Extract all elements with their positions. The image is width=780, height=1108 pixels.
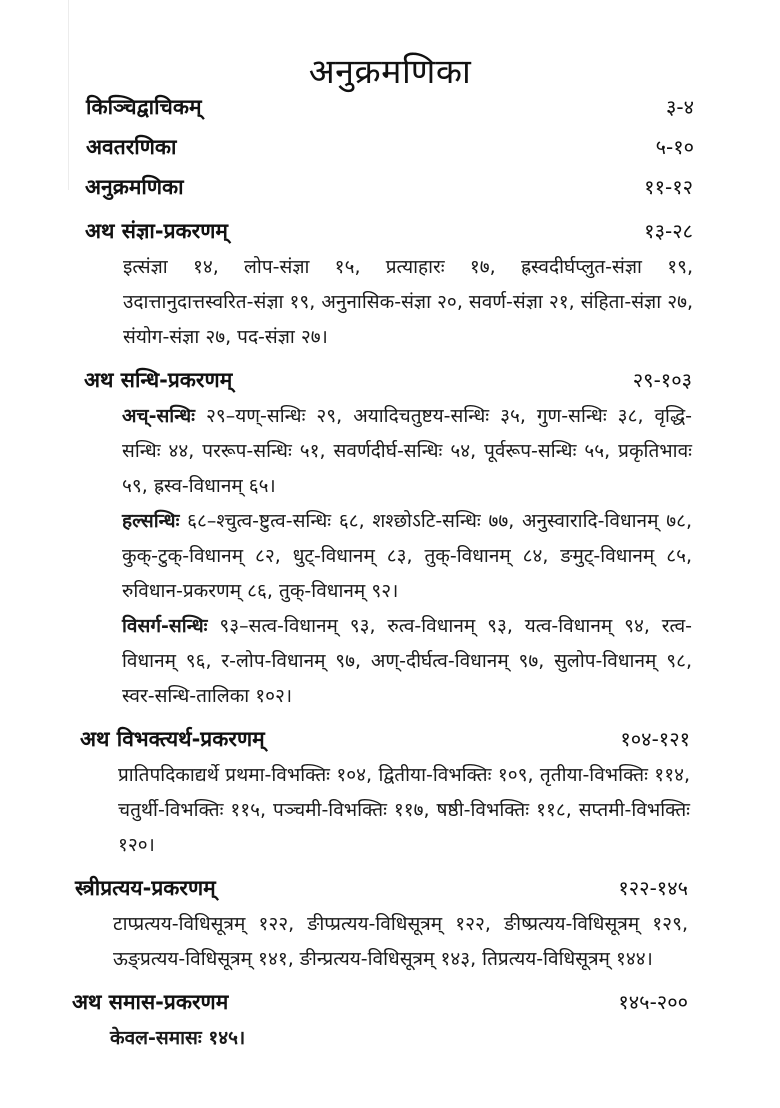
toc-entry-pages: ११-१२: [644, 175, 693, 199]
toc-entry-pages: ३-४: [665, 95, 694, 119]
toc-entry-index: [0, 168, 780, 206]
toc-entry-label: अनुक्रमणिका: [85, 175, 184, 199]
toc-entry-label: अवतरणिका: [86, 135, 177, 159]
toc-section-sanjna: [0, 212, 780, 355]
section-pages: २९-१०३: [632, 368, 692, 392]
sub-entry-text: इत्संज्ञा १४, लोप-संज्ञा १५, प्रत्याहारः १७, ह्रस्वदीर्घप्लुत-संज्ञा १९, उदात्तानुदात्तस्वरित-संज्ञा १९, अनुनासिक-संज्ञा २०, सवर्ण-संज्ञा २१, संहिता-संज्ञा २७, संयोग-संज्ञा २७, पद-संज्ञा २७।: [123, 256, 693, 348]
section-body: [75, 907, 688, 977]
section-heading: अथ विभक्त्यर्थ-प्रकरणम्: [80, 727, 265, 751]
section-pages: १०४-१२१: [620, 727, 690, 751]
sub-entry-text: ९३–सत्व-विधानम् ९३, रुत्व-विधानम् ९३, यत्व-विधानम् ९४, रत्व-विधानम् ९६, र-लोप-विधानम् ९७, अण्-दीर्घत्व-विधानम् ९७, सुलोप-विधानम् ९८, स्वर-सन्धि-तालिका १०२।: [122, 615, 692, 707]
section-heading: अथ सन्धि-प्रकरणम्: [84, 368, 233, 392]
section-heading: अथ संज्ञा-प्रकरणम्: [85, 219, 228, 243]
toc-section-vibhaktyartha: [0, 720, 780, 863]
sub-entry-list: [113, 907, 688, 977]
section-pages: १३-२८: [644, 219, 693, 243]
sub-entry-list: [118, 758, 690, 863]
section-body: [80, 758, 690, 863]
sub-entry-lead: अच्-सन्धिः: [122, 405, 196, 427]
section-body: [85, 250, 693, 355]
sub-entry-visarga-sandhi: [122, 609, 692, 714]
sub-entry-list: [110, 1021, 688, 1056]
sub-entry-hal-sandhi: [122, 504, 692, 609]
sub-entry-lead: विसर्ग-सन्धिः: [122, 615, 208, 637]
toc-entry-pages: ५-१०: [655, 135, 694, 159]
sub-entry-lead: हल्सन्धिः: [122, 510, 180, 532]
section-pages: १२२-१४५: [618, 876, 688, 900]
page-title: अनुक्रमणिका: [308, 51, 472, 92]
sub-entry-list: [123, 250, 693, 355]
section-body: [84, 399, 692, 714]
toc-section-stripratyaya: [0, 869, 780, 977]
toc-section-sandhi: [0, 361, 780, 714]
sub-entry-text: प्रातिपदिकाद्यर्थे प्रथमा-विभक्तिः १०४, द्वितीया-विभक्तिः १०९, तृतीया-विभक्तिः ११४, चतुर्थी-विभक्तिः ११५, पञ्चमी-विभक्तिः ११७, षष्ठी-विभक्तिः ११८, सप्तमी-विभक्तिः १२०।: [118, 764, 690, 856]
sub-entry-ach-sandhi: [122, 399, 692, 504]
sub-entry-text: टाप्प्रत्यय-विधिसूत्रम् १२२, ङीप्प्रत्यय-विधिसूत्रम् १२२, ङीष्प्रत्यय-विधिसूत्रम् १२९, ऊङ्प्रत्यय-विधिसूत्रम् १४१, ङीन्प्रत्यय-विधिसूत्रम् १४३, तिप्रत्यय-विधिसूत्रम् १४४।: [113, 913, 688, 970]
section-body: [72, 1021, 688, 1056]
section-pages: १४५-२००: [618, 990, 688, 1014]
sub-entry-text: ६८–श्चुत्व-ष्टुत्व-सन्धिः ६८, शश्छोऽटि-सन्धिः ७७, अनुस्वारादि-विधानम् ७८, कुक्-टुक्-विधानम् ८२, धुट्-विधानम् ८३, तुक्-विधानम् ८४, ङमुट्-विधानम् ८५, रुविधान-प्रकरणम् ८६, तुक्-विधानम् ९२।: [122, 510, 692, 602]
sub-entry-text: केवल-समासः १४५।: [110, 1027, 246, 1049]
sub-entry-text: २९–यण्-सन्धिः २९, अयादिचतुष्टय-सन्धिः ३५, गुण-सन्धिः ३८, वृद्धि-सन्धिः ४४, पररूप-सन्धिः ५१, सवर्णदीर्घ-सन्धिः ५४, पूर्वरूप-सन्धिः ५५, प्रकृतिभावः ५९, ह्रस्व-विधानम् ६५।: [122, 405, 692, 497]
table-of-contents: [0, 88, 780, 1062]
section-heading: स्त्रीप्रत्यय-प्रकरणम्: [75, 876, 216, 900]
section-heading: अथ समास-प्रकरणम: [72, 990, 229, 1014]
toc-entry-label: किञ्चिद्वाचिकम्: [86, 95, 202, 119]
toc-entry-introduction: [0, 128, 780, 166]
toc-section-samasa: [0, 983, 780, 1056]
toc-entry-preface: [0, 88, 780, 126]
